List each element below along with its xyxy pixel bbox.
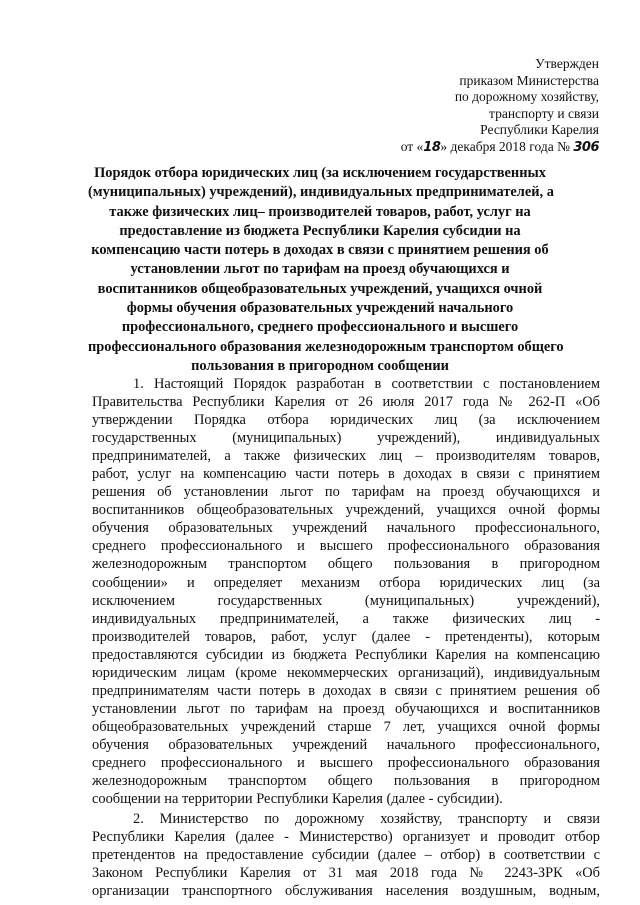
text-line: 2. Министерство по дорожному хозяйству, транспорту и связи <box>133 811 600 828</box>
document-title <box>88 164 564 376</box>
title-line: установлении льгот по тарифам на проезд обучающихся и <box>130 261 510 278</box>
text-line: государственных (муниципальных) учреждений), индивидуальных <box>92 430 600 447</box>
title-line: предоставление из бюджета Республики Карелия субсидии на <box>119 222 521 239</box>
text-line: исключением государственных (муниципальных) учреждений), <box>92 592 600 609</box>
paragraph-1 <box>92 375 600 808</box>
text-line: претендентов на предоставление субсидии (далее – отбор) в соответствии с <box>92 847 600 864</box>
title-line: также физических лиц– производителей товаров, работ, услуг на <box>109 203 531 220</box>
text-line: Правительства Республики Карелия от 26 июля 2017 года № 262-П «Об <box>92 394 600 411</box>
text-line: установлении льгот по тарифам на проезд обучающихся и воспитанников <box>92 700 600 717</box>
text-line: обучения образовательных учреждений начального профессионального, <box>92 520 600 537</box>
text-line: работ, услуг на компенсацию части потерь в доходах в связи с принятием <box>92 466 600 483</box>
title-line: воспитанников общеобразовательных учреждений, учащихся очной <box>97 280 543 297</box>
text-line: предпринимателям части потерь в доходах в связи с принятием решения об <box>92 682 600 699</box>
text-line: среднего профессионального и высшего профессионального образования <box>92 754 600 771</box>
approval-line: Утвержден <box>535 56 599 71</box>
text-line: организации транспортного обслуживания населения воздушным, водным, <box>92 883 600 900</box>
approval-stamp <box>359 56 599 156</box>
date-middle: » декабря 2018 года № <box>440 138 570 154</box>
text-line: сообщении на территории Республики Карелия (далее - субсидии). <box>92 791 503 808</box>
approval-line: приказом Министерства <box>459 72 599 88</box>
text-line: железнодорожным транспортом общего пользования в пригородном <box>92 556 600 573</box>
text-line: юридическим лицам (кроме некоммерческих организаций), индивидуальным <box>92 664 600 681</box>
text-line: индивидуальных предпринимателей, а также физических лиц - <box>92 610 600 627</box>
text-line: сообщении» и определяет механизм отбора юридических лиц (за <box>92 574 600 591</box>
text-line: утверждении Порядка отбора юридических лиц (за исключением <box>92 412 600 429</box>
approval-date-line <box>359 139 599 157</box>
paragraph-2 <box>92 810 600 900</box>
text-line: Законом Республики Карелия от 31 мая 2018 года № 2243-ЗРК «Об <box>92 865 600 882</box>
title-line: формы обучения образовательных учреждений начального <box>126 300 514 317</box>
title-line: компенсацию части потерь в доходах в связи с принятием решения об <box>91 242 549 259</box>
title-line: Порядок отбора юридических лиц (за исключением государственных <box>94 165 546 181</box>
text-line: среднего профессионального и высшего профессионального образования <box>92 538 600 555</box>
approval-line: Республики Карелия <box>480 122 599 137</box>
text-line: 1. Настоящий Порядок разработан в соответствии с постановлением <box>133 376 600 392</box>
document-body <box>92 375 600 900</box>
text-line: общеобразовательных учреждений старше 7 лет, учащихся очной формы <box>92 718 600 735</box>
text-line: решения об установлении льгот по тарифам на проезд обучающихся и <box>92 484 600 501</box>
date-prefix: от « <box>400 138 424 154</box>
text-line: предоставляются субсидии из бюджета Республики Карелия на компенсацию <box>92 646 600 663</box>
handwritten-day: 18 <box>423 139 441 155</box>
title-line: профессионального образования железнодорожным транспортом общего <box>88 338 564 355</box>
text-line: Республики Карелия (далее - Министерство) организует и проводит отбор <box>92 829 600 846</box>
text-line: железнодорожным транспортом общего пользования в пригородном <box>92 773 600 790</box>
handwritten-order-number: 306 <box>573 139 599 155</box>
text-line: воспитанников общеобразовательных учреждений, учащихся очной формы <box>92 502 600 519</box>
text-line: производителей товаров, работ, услуг (далее - претенденты), которым <box>92 628 600 645</box>
title-line: (муниципальных) учреждений), индивидуальных предпринимателей, а <box>88 184 554 201</box>
approval-line: транспорту и связи <box>489 105 599 121</box>
title-line: пользования в пригородном сообщении <box>191 357 449 374</box>
title-line: профессионального, среднего профессионального и высшего <box>121 319 519 336</box>
text-line: предпринимателей, а также физических лиц – производителям товаров, <box>92 448 600 465</box>
text-line: обучения образовательных учреждений начального профессионального, <box>92 736 600 753</box>
approval-line: по дорожному хозяйству, <box>454 89 599 104</box>
